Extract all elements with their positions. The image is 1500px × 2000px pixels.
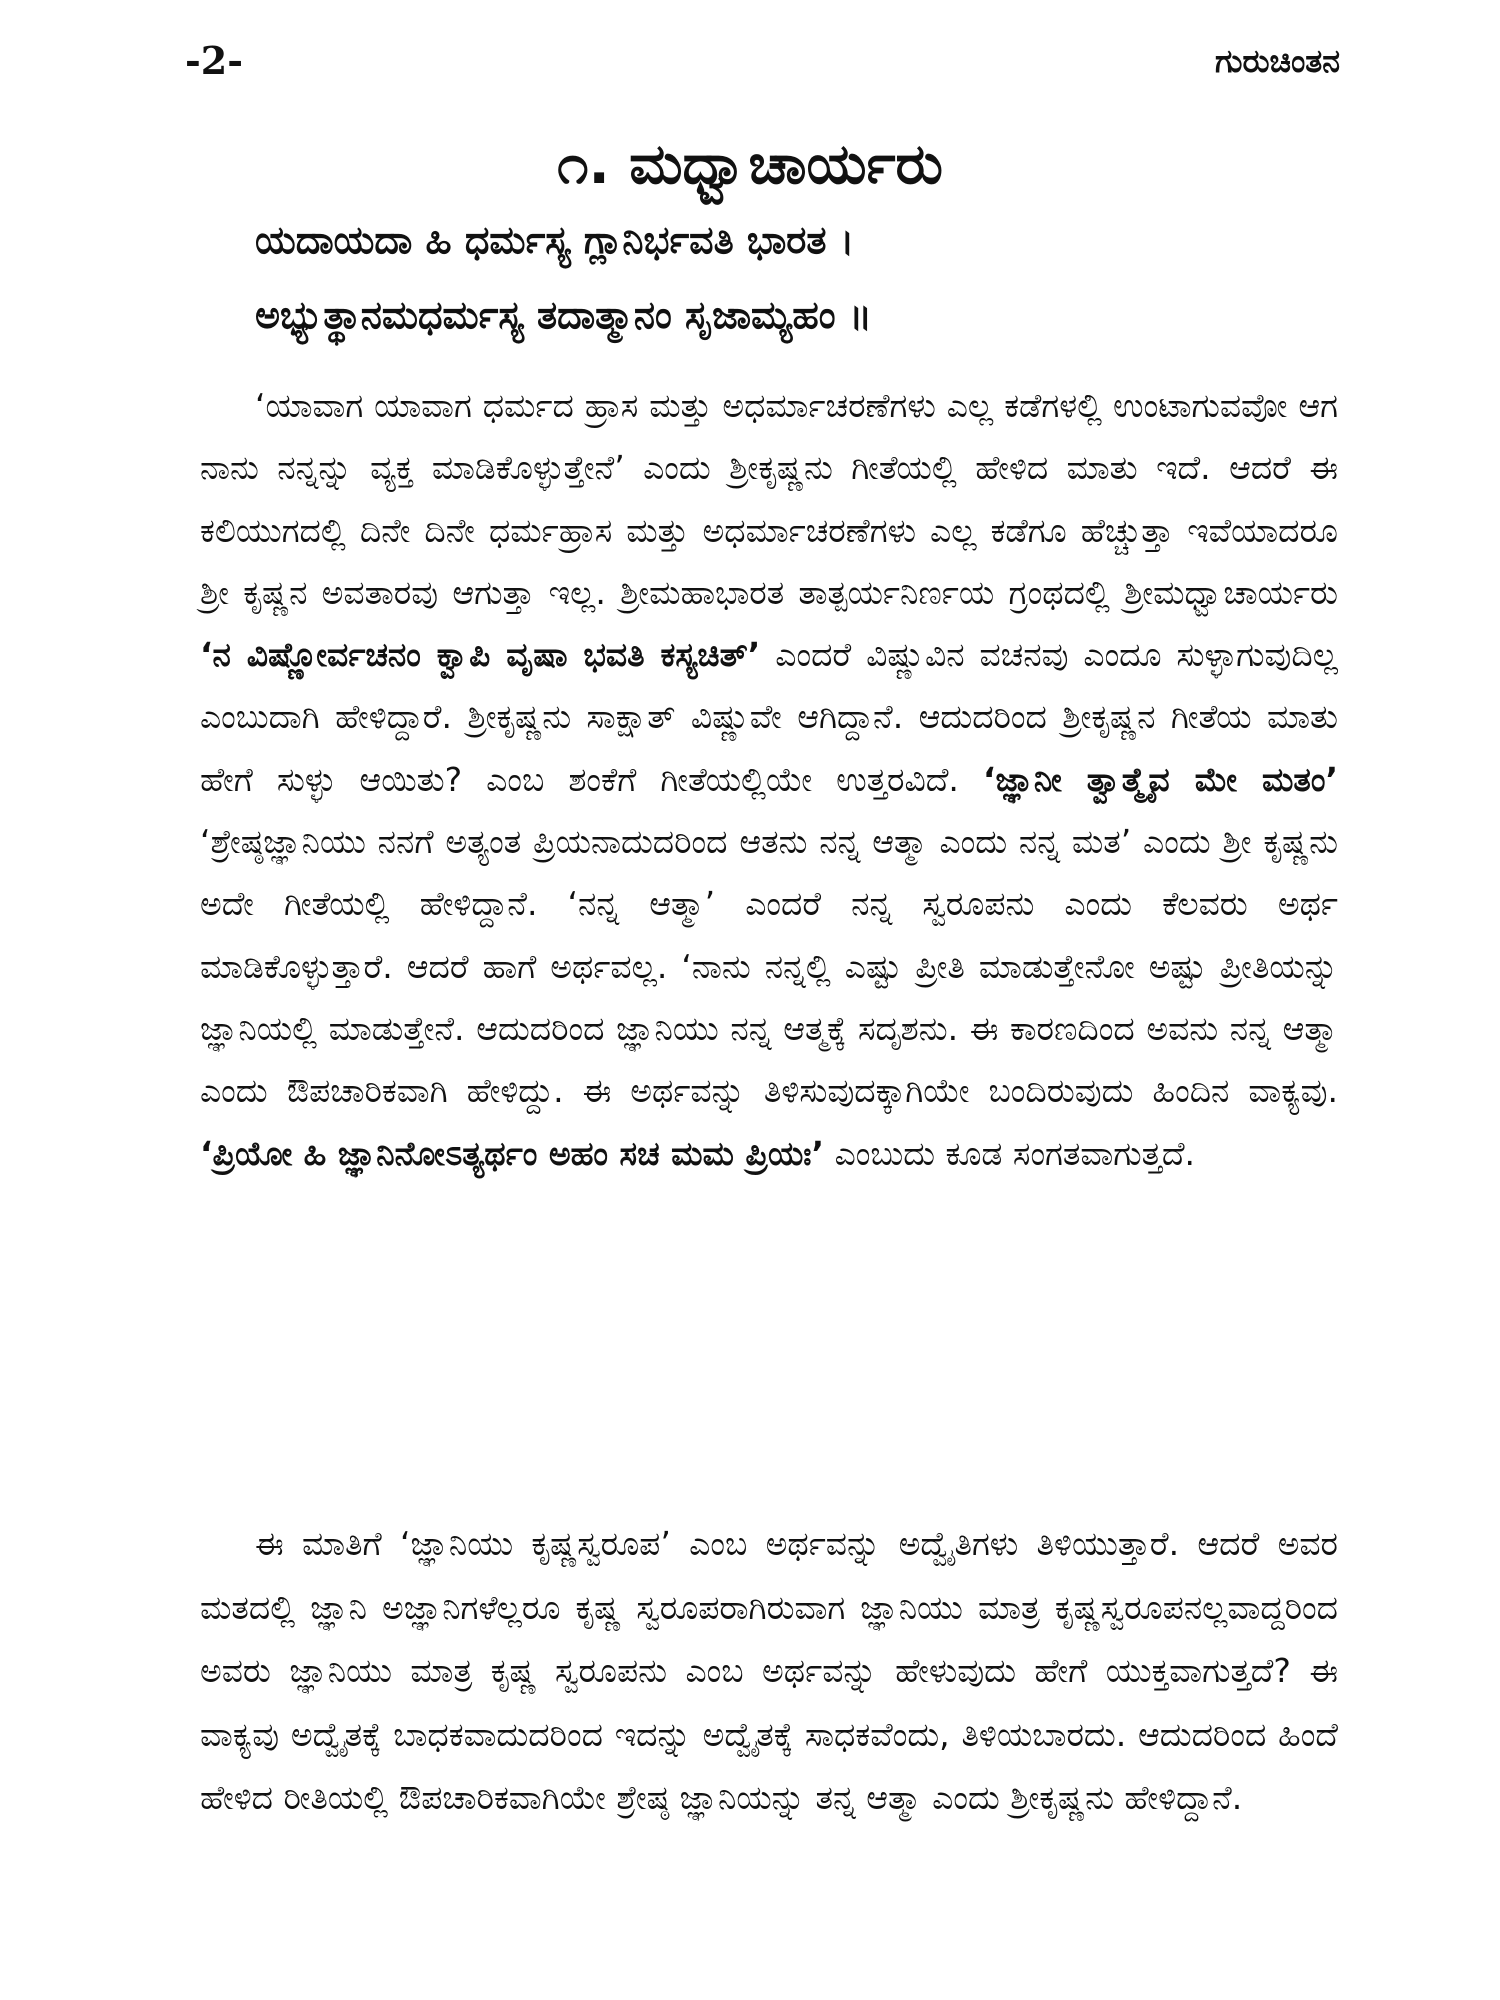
paragraph-1-text-d: ಎಂಬುದು ಕೂಡ ಸಂಗತವಾಗುತ್ತದೆ. — [834, 1133, 1196, 1173]
page-header — [185, 38, 1340, 98]
paragraph-2-text: ಈ ಮಾತಿಗೆ ‘ಜ್ಞಾನಿಯು ಕೃಷ್ಣಸ್ವರೂಪ’ ಎಂಬ ಅರ್ಥವನ್ನು ಅದ್ವೈತಿಗಳು ತಿಳಿಯುತ್ತಾರೆ. ಆದರೆ ಅವರ ಮತದಲ್ಲಿ ಜ್ಞಾನಿ ಅಜ್ಞಾನಿಗಳೆಲ್ಲರೂ ಕೃಷ್ಣ ಸ್ವರೂಪರಾಗಿರುವಾಗ ಜ್ಞಾನಿಯು ಮಾತ್ರ ಕೃಷ್ಣಸ್ವರೂಪನಲ್ಲವಾದ್ದರಿಂದ ಅವರು ಜ್ಞಾನಿಯು ಮಾತ್ರ ಕೃಷ್ಣ ಸ್ವರೂಪನು ಎಂಬ ಅರ್ಥವನ್ನು ಹೇಳುವುದು ಹೇಗೆ ಯುಕ್ತವಾಗುತ್ತದೆ? ಈ ವಾಕ್ಯವು ಅದ್ವೈತಕ್ಕೆ ಬಾಧಕವಾದುದರಿಂದ ಇದನ್ನು ಅದ್ವೈತಕ್ಕೆ ಸಾಧಕವೆಂದು, ತಿಳಿಯಬಾರದು. ಆದುದರಿಂದ ಹಿಂದೆ ಹೇಳಿದ ರೀತಿಯಲ್ಲಿ ಔಪಚಾರಿಕವಾಗಿಯೇ ಶ್ರೇಷ್ಠ ಜ್ಞಾನಿಯನ್ನು ತನ್ನ ಆತ್ಮಾ ಎಂದು ಶ್ರೀಕೃಷ್ಣನು ಹೇಳಿದ್ದಾನೆ. — [200, 1524, 1338, 1818]
paragraph-1 — [200, 375, 1338, 1185]
verse-line-2: ಅಭ್ಯುತ್ಥಾನಮಧರ್ಮಸ್ಯ ತದಾತ್ಮಾನಂ ಸೃಜಾಮ್ಯಹಂ ॥ — [255, 293, 872, 337]
paragraph-2 — [200, 1512, 1338, 1830]
quote-jnani-tvatmaiva: ‘ಜ್ಞಾನೀ ತ್ವಾತ್ಮೈವ ಮೇ ಮತಂ’ — [982, 759, 1338, 799]
verse-line-1: ಯದಾಯದಾ ಹಿ ಧರ್ಮಸ್ಯ ಗ್ಲಾನಿರ್ಭವತಿ ಭಾರತ । — [255, 218, 855, 262]
page-number: -2- — [185, 38, 243, 83]
quote-priyo-hi: ‘ಪ್ರಿಯೋ ಹಿ ಜ್ಞಾನಿನೋಽತ್ಯರ್ಥಂ ಅಹಂ ಸಚ ಮಮ ಪ್ರಿಯಃ’ — [200, 1133, 825, 1173]
paragraph-1-text-c: ‘ಶ್ರೇಷ್ಠಜ್ಞಾನಿಯು ನನಗೆ ಅತ್ಯಂತ ಪ್ರಿಯನಾದುದರಿಂದ ಆತನು ನನ್ನ ಆತ್ಮಾ ಎಂದು ನನ್ನ ಮತ’ ಎಂದು ಶ್ರೀ ಕೃಷ್ಣನು ಅದೇ ಗೀತೆಯಲ್ಲಿ ಹೇಳಿದ್ದಾನೆ. ‘ನನ್ನ ಆತ್ಮಾ’ ಎಂದರೆ ನನ್ನ ಸ್ವರೂಪನು ಎಂದು ಕೆಲವರು ಅರ್ಥ ಮಾಡಿಕೊಳ್ಳುತ್ತಾರೆ. ಆದರೆ ಹಾಗೆ ಅರ್ಥವಲ್ಲ. ‘ನಾನು ನನ್ನಲ್ಲಿ ಎಷ್ಟು ಪ್ರೀತಿ ಮಾಡುತ್ತೇನೋ ಅಷ್ಟು ಪ್ರೀತಿಯನ್ನು ಜ್ಞಾನಿಯಲ್ಲಿ ಮಾಡುತ್ತೇನೆ. ಆದುದರಿಂದ ಜ್ಞಾನಿಯು ನನ್ನ ಆತ್ಮಕ್ಕೆ ಸದೃಶನು. ಈ ಕಾರಣದಿಂದ ಅವನು ನನ್ನ ಆತ್ಮಾ ಎಂದು ಔಪಚಾರಿಕವಾಗಿ ಹೇಳಿದ್ದು. ಈ ಅರ್ಥವನ್ನು ತಿಳಿಸುವುದಕ್ಕಾಗಿಯೇ ಬಂದಿರುವುದು ಹಿಂದಿನ ವಾಕ್ಯವು. — [200, 822, 1338, 1111]
running-title: ಗುರುಚಿಂತನ — [1214, 42, 1340, 80]
paragraph-1-text-a: ‘ಯಾವಾಗ ಯಾವಾಗ ಧರ್ಮದ ಹ್ರಾಸ ಮತ್ತು ಅಧರ್ಮಾಚರಣೆಗಳು ಎಲ್ಲ ಕಡೆಗಳಲ್ಲಿ ಉಂಟಾಗುವವೋ ಆಗ ನಾನು ನನ್ನನ್ನು ವ್ಯಕ್ತ ಮಾಡಿಕೊಳ್ಳುತ್ತೇನೆ’ ಎಂದು ಶ್ರೀಕೃಷ್ಣನು ಗೀತೆಯಲ್ಲಿ ಹೇಳಿದ ಮಾತು ಇದೆ. ಆದರೆ ಈ ಕಲಿಯುಗದಲ್ಲಿ ದಿನೇ ದಿನೇ ಧರ್ಮಹ್ರಾಸ ಮತ್ತು ಅಧರ್ಮಾಚರಣೆಗಳು ಎಲ್ಲ ಕಡೆಗೂ ಹೆಚ್ಚುತ್ತಾ ಇವೆಯಾದರೂ ಶ್ರೀ ಕೃಷ್ಣನ ಅವತಾರವು ಆಗುತ್ತಾ ಇಲ್ಲ. ಶ್ರೀಮಹಾಭಾರತ ತಾತ್ಪರ್ಯನಿರ್ಣಯ ಗ್ರಂಥದಲ್ಲಿ ಶ್ರೀಮಧ್ವಾಚಾರ್ಯರು — [200, 386, 1338, 612]
quote-vishnu-vachanam: ‘ನ ವಿಷ್ಣೋರ್ವಚನಂ ಕ್ವಾಪಿ ವೃಷಾ ಭವತಿ ಕಸ್ಯಚಿತ್’ — [200, 635, 761, 675]
paragraph-1-text-b: ಎಂದರೆ ವಿಷ್ಣುವಿನ ವಚನವು ಎಂದೂ ಸುಳ್ಳಾಗುವುದಿಲ್ಲ ಎಂಬುದಾಗಿ ಹೇಳಿದ್ದಾರೆ. ಶ್ರೀಕೃಷ್ಣನು ಸಾಕ್ಷಾತ್ ವಿಷ್ಣುವೇ ಆಗಿದ್ದಾನೆ. ಆದುದರಿಂದ ಶ್ರೀಕೃಷ್ಣನ ಗೀತೆಯ ಮಾತು ಹೇಗೆ ಸುಳ್ಳು ಆಯಿತು? ಎಂಬ ಶಂಕೆಗೆ ಗೀತೆಯಲ್ಲಿಯೇ ಉತ್ತರವಿದೆ. — [200, 635, 1339, 799]
chapter-title: ೧. ಮಧ್ವಾಚಾರ್ಯರು — [557, 132, 943, 197]
